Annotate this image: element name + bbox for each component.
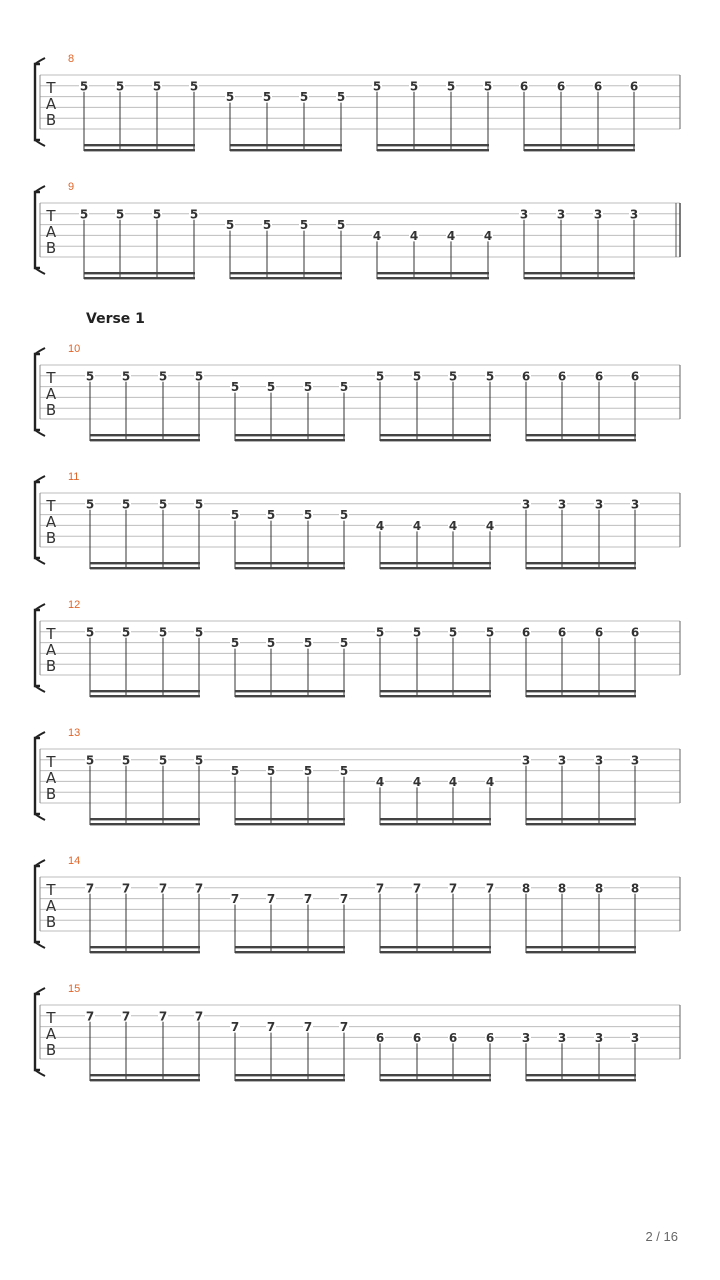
measure-number: 11 [68, 471, 80, 483]
fret-number: 5 [115, 207, 125, 222]
fret-number: 5 [266, 764, 276, 779]
beam-primary [526, 562, 636, 564]
measure-number: 10 [68, 343, 81, 355]
section-label: Verse 1 [86, 311, 145, 327]
fret-number: 3 [521, 1030, 531, 1045]
fret-number: 5 [412, 625, 422, 640]
beam-secondary [90, 439, 200, 441]
fret-number: 7 [85, 1009, 95, 1024]
fret-number: 6 [594, 369, 604, 384]
beam-primary [235, 1074, 345, 1076]
fret-number: 6 [521, 369, 531, 384]
beam-secondary [84, 149, 195, 151]
fret-number: 5 [375, 369, 385, 384]
beam-secondary [90, 567, 200, 569]
system-bracket [35, 354, 40, 430]
beam-primary [380, 946, 491, 948]
fret-number: 5 [79, 79, 89, 94]
tab-system [35, 311, 680, 441]
tab-clef-letter: T [46, 625, 56, 643]
fret-number: 5 [339, 508, 349, 523]
fret-number: 8 [594, 881, 604, 896]
fret-number: 7 [121, 1009, 131, 1024]
beam-primary [526, 690, 636, 692]
fret-number: 7 [339, 1020, 349, 1035]
fret-number: 3 [630, 497, 640, 512]
tab-clef-letter: A [45, 1025, 57, 1043]
measure-number: 9 [68, 181, 75, 193]
fret-number: 5 [225, 218, 235, 233]
beam-secondary [380, 439, 491, 441]
system-bracket [35, 866, 40, 942]
fret-number: 5 [339, 636, 349, 651]
fret-number: 6 [629, 79, 639, 94]
fret-number: 5 [266, 508, 276, 523]
fret-number: 5 [299, 90, 309, 105]
tab-clef-letter: T [46, 1009, 56, 1027]
system-bracket [35, 610, 40, 686]
fret-number: 7 [121, 881, 131, 896]
beam-secondary [380, 567, 491, 569]
fret-number: 7 [194, 1009, 204, 1024]
beam-primary [524, 272, 635, 274]
beam-secondary [526, 695, 636, 697]
fret-number: 5 [336, 218, 346, 233]
tab-clef-letter: B [45, 239, 57, 257]
fret-number: 3 [630, 1030, 640, 1045]
tab-clef-letter: A [45, 223, 57, 241]
fret-number: 3 [594, 497, 604, 512]
tab-system [35, 727, 680, 825]
tab-clef-letter: B [45, 529, 57, 547]
beam-secondary [377, 277, 489, 279]
fret-number: 5 [262, 218, 272, 233]
beam-primary [90, 818, 200, 820]
fret-number: 6 [485, 1030, 495, 1045]
fret-number: 6 [375, 1030, 385, 1045]
beam-primary [235, 946, 345, 948]
fret-number: 3 [519, 207, 529, 222]
fret-number: 7 [230, 1020, 240, 1035]
system-bracket [35, 738, 40, 814]
fret-number: 7 [485, 881, 495, 896]
fret-number: 6 [557, 625, 567, 640]
beam-secondary [380, 1079, 491, 1081]
tab-clef-letter: T [46, 79, 56, 97]
beam-primary [90, 1074, 200, 1076]
fret-number: 5 [412, 369, 422, 384]
fret-number: 5 [409, 79, 419, 94]
tab-clef-letter: T [46, 369, 56, 387]
fret-number: 3 [521, 497, 531, 512]
fret-number: 5 [485, 625, 495, 640]
tab-clef-letter: A [45, 641, 57, 659]
fret-number: 5 [158, 625, 168, 640]
tab-system [35, 181, 680, 279]
tab-system [35, 471, 680, 569]
beam-primary [230, 144, 342, 146]
measure-number: 15 [68, 983, 81, 995]
tab-clef-letter: A [45, 385, 57, 403]
beam-secondary [90, 695, 200, 697]
beam-secondary [526, 567, 636, 569]
beam-secondary [235, 951, 345, 953]
beam-secondary [526, 823, 636, 825]
fret-number: 5 [158, 369, 168, 384]
fret-number: 8 [630, 881, 640, 896]
beam-primary [526, 818, 636, 820]
fret-number: 5 [121, 753, 131, 768]
beam-secondary [235, 567, 345, 569]
fret-number: 5 [303, 380, 313, 395]
fret-number: 5 [194, 753, 204, 768]
fret-number: 5 [448, 625, 458, 640]
beam-primary [380, 562, 491, 564]
fret-number: 6 [593, 79, 603, 94]
tab-clef-letter: B [45, 401, 57, 419]
fret-number: 6 [519, 79, 529, 94]
fret-number: 7 [375, 881, 385, 896]
beam-secondary [235, 695, 345, 697]
fret-number: 3 [557, 497, 567, 512]
fret-number: 4 [375, 774, 385, 789]
fret-number: 3 [594, 753, 604, 768]
tab-system [35, 53, 680, 151]
fret-number: 5 [339, 764, 349, 779]
fret-number: 5 [266, 380, 276, 395]
fret-number: 4 [485, 518, 495, 533]
fret-number: 4 [412, 518, 422, 533]
fret-number: 5 [85, 753, 95, 768]
fret-number: 8 [521, 881, 531, 896]
fret-number: 5 [375, 625, 385, 640]
fret-number: 7 [412, 881, 422, 896]
fret-number: 5 [121, 369, 131, 384]
fret-number: 5 [85, 625, 95, 640]
fret-number: 7 [303, 892, 313, 907]
beam-primary [526, 434, 636, 436]
fret-number: 3 [557, 753, 567, 768]
fret-number: 3 [521, 753, 531, 768]
fret-number: 7 [266, 892, 276, 907]
tab-clef-letter: B [45, 1041, 57, 1059]
measure-number: 14 [68, 855, 81, 867]
fret-number: 5 [115, 79, 125, 94]
fret-number: 7 [194, 881, 204, 896]
beam-primary [90, 946, 200, 948]
fret-number: 5 [262, 90, 272, 105]
fret-number: 7 [85, 881, 95, 896]
fret-number: 5 [121, 625, 131, 640]
tab-system [35, 599, 680, 697]
beam-secondary [380, 823, 491, 825]
beam-primary [235, 434, 345, 436]
fret-number: 7 [158, 881, 168, 896]
system-bracket [35, 482, 40, 558]
fret-number: 5 [303, 764, 313, 779]
tab-clef-letter: A [45, 95, 57, 113]
beam-primary [526, 946, 636, 948]
fret-number: 3 [630, 753, 640, 768]
fret-number: 7 [230, 892, 240, 907]
fret-number: 4 [448, 518, 458, 533]
beam-primary [90, 690, 200, 692]
beam-primary [235, 562, 345, 564]
fret-number: 5 [194, 369, 204, 384]
beam-secondary [524, 277, 635, 279]
fret-number: 5 [448, 369, 458, 384]
beam-secondary [526, 439, 636, 441]
fret-number: 5 [230, 764, 240, 779]
fret-number: 5 [485, 369, 495, 384]
fret-number: 5 [194, 625, 204, 640]
fret-number: 3 [557, 1030, 567, 1045]
tab-clef-letter: T [46, 497, 56, 515]
fret-number: 5 [79, 207, 89, 222]
beam-secondary [526, 1079, 636, 1081]
fret-number: 5 [189, 79, 199, 94]
fret-number: 5 [85, 369, 95, 384]
beam-primary [235, 818, 345, 820]
tab-clef-letter: T [46, 753, 56, 771]
measure-number: 13 [68, 727, 81, 739]
tab-clef-letter: T [46, 207, 56, 225]
beam-secondary [380, 695, 491, 697]
fret-number: 5 [230, 636, 240, 651]
fret-number: 8 [557, 881, 567, 896]
fret-number: 3 [556, 207, 566, 222]
fret-number: 5 [189, 207, 199, 222]
fret-number: 7 [158, 1009, 168, 1024]
fret-number: 5 [336, 90, 346, 105]
beam-secondary [230, 149, 342, 151]
fret-number: 7 [339, 892, 349, 907]
beam-secondary [235, 439, 345, 441]
fret-number: 5 [121, 497, 131, 512]
fret-number: 4 [446, 228, 456, 243]
fret-number: 3 [629, 207, 639, 222]
measure-number: 12 [68, 599, 81, 611]
tab-clef-letter: B [45, 111, 57, 129]
beam-secondary [84, 277, 195, 279]
fret-number: 6 [556, 79, 566, 94]
beam-primary [380, 818, 491, 820]
fret-number: 5 [158, 497, 168, 512]
beam-primary [84, 272, 195, 274]
beam-primary [377, 272, 489, 274]
tab-clef-letter: A [45, 769, 57, 787]
fret-number: 5 [299, 218, 309, 233]
fret-number: 6 [448, 1030, 458, 1045]
fret-number: 5 [303, 636, 313, 651]
beam-primary [90, 562, 200, 564]
tab-clef-letter: A [45, 897, 57, 915]
beam-primary [235, 690, 345, 692]
beam-primary [526, 1074, 636, 1076]
beam-primary [524, 144, 635, 146]
fret-number: 4 [409, 228, 419, 243]
fret-number: 5 [339, 380, 349, 395]
fret-number: 6 [630, 369, 640, 384]
fret-number: 5 [266, 636, 276, 651]
tab-system [35, 983, 680, 1081]
fret-number: 5 [194, 497, 204, 512]
beam-secondary [377, 149, 489, 151]
beam-primary [230, 272, 342, 274]
beam-secondary [235, 823, 345, 825]
fret-number: 5 [152, 207, 162, 222]
system-bracket [35, 192, 40, 268]
fret-number: 5 [152, 79, 162, 94]
beam-secondary [380, 951, 491, 953]
fret-number: 5 [158, 753, 168, 768]
fret-number: 5 [225, 90, 235, 105]
fret-number: 7 [303, 1020, 313, 1035]
tab-clef-letter: B [45, 913, 57, 931]
fret-number: 7 [448, 881, 458, 896]
fret-number: 5 [483, 79, 493, 94]
system-bracket [35, 994, 40, 1070]
fret-number: 3 [593, 207, 603, 222]
fret-number: 4 [483, 228, 493, 243]
fret-number: 3 [594, 1030, 604, 1045]
beam-secondary [90, 1079, 200, 1081]
beam-secondary [90, 823, 200, 825]
fret-number: 5 [85, 497, 95, 512]
fret-number: 6 [594, 625, 604, 640]
fret-number: 5 [446, 79, 456, 94]
page-number: 2 / 16 [645, 1229, 678, 1244]
tab-clef-letter: B [45, 785, 57, 803]
fret-number: 4 [375, 518, 385, 533]
fret-number: 4 [448, 774, 458, 789]
fret-number: 6 [412, 1030, 422, 1045]
beam-primary [90, 434, 200, 436]
tab-clef-letter: T [46, 881, 56, 899]
system-bracket [35, 64, 40, 140]
beam-secondary [235, 1079, 345, 1081]
beam-secondary [526, 951, 636, 953]
fret-number: 6 [521, 625, 531, 640]
fret-number: 4 [485, 774, 495, 789]
beam-secondary [230, 277, 342, 279]
tab-system [35, 855, 680, 953]
fret-number: 7 [266, 1020, 276, 1035]
beam-secondary [90, 951, 200, 953]
beam-primary [380, 1074, 491, 1076]
fret-number: 5 [303, 508, 313, 523]
fret-number: 5 [230, 508, 240, 523]
measure-number: 8 [68, 53, 75, 65]
beam-primary [377, 144, 489, 146]
fret-number: 4 [372, 228, 382, 243]
tab-clef-letter: B [45, 657, 57, 675]
fret-number: 5 [372, 79, 382, 94]
beam-primary [380, 690, 491, 692]
beam-primary [380, 434, 491, 436]
beam-primary [84, 144, 195, 146]
fret-number: 5 [230, 380, 240, 395]
tab-clef-letter: A [45, 513, 57, 531]
fret-number: 6 [557, 369, 567, 384]
beam-secondary [524, 149, 635, 151]
fret-number: 4 [412, 774, 422, 789]
fret-number: 6 [630, 625, 640, 640]
